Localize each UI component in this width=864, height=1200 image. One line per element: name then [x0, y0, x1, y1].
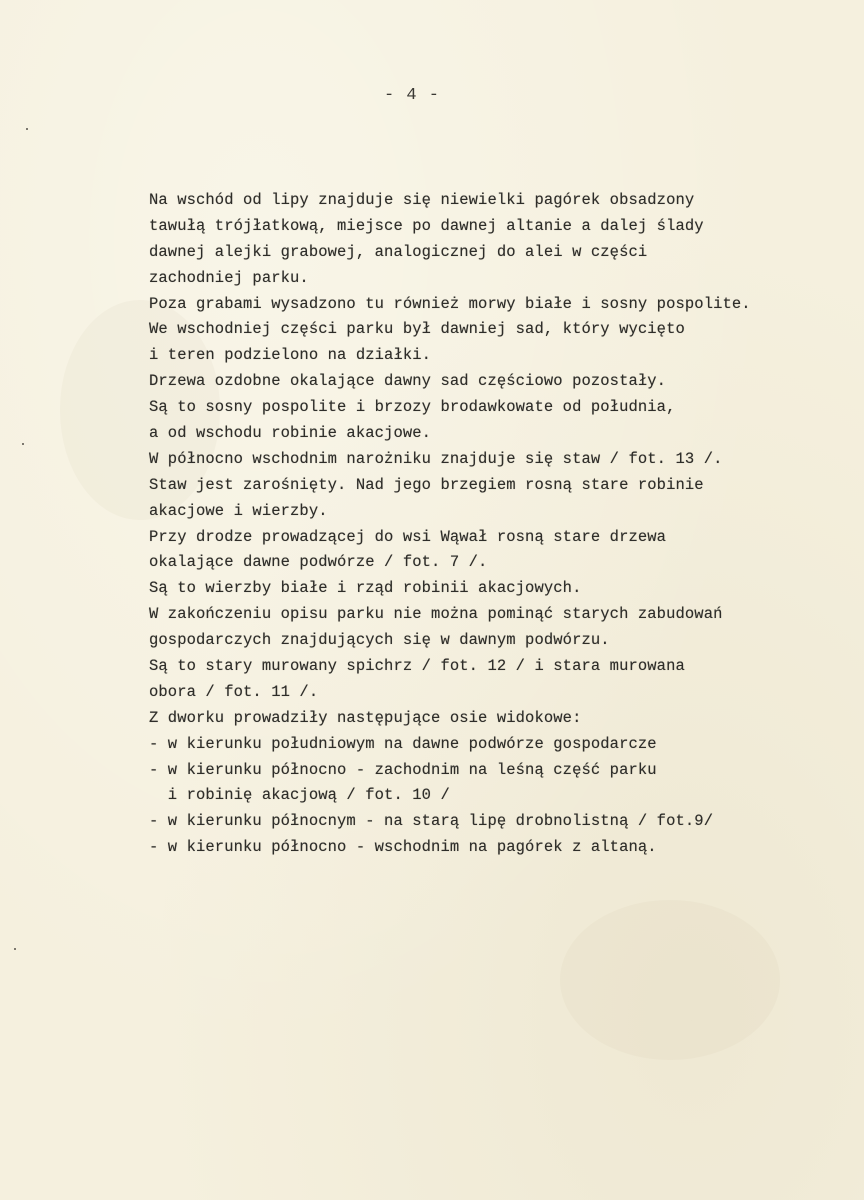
list-item: - w kierunku północnym - na starą lipę drobnolistną / fot.9/	[149, 812, 714, 831]
list-item: - w kierunku północno - zachodnim na leśną część parku	[149, 760, 657, 779]
text-line: Staw jest zarośnięty. Nad jego brzegiem rosną stare robinie	[149, 475, 704, 494]
text-line: obora / fot. 11 /.	[149, 682, 319, 701]
text-line: gospodarczych znajdujących się w dawnym podwórzu.	[149, 631, 610, 650]
margin-mark	[22, 443, 24, 445]
text-line: Drzewa ozdobne okalające dawny sad częściowo pozostały.	[149, 372, 667, 391]
text-line: a od wschodu robinie akacjowe.	[149, 424, 432, 443]
text-line: Poza grabami wysadzono tu również morwy białe i sosny pospolite.	[149, 294, 751, 313]
paper-stain	[560, 900, 780, 1060]
text-line: Są to wierzby białe i rząd robinii akacjowych.	[149, 579, 582, 598]
list-item: - w kierunku północno - wschodnim na pagórek z altaną.	[149, 838, 657, 857]
text-line: okalające dawne podwórze / fot. 7 /.	[149, 553, 488, 572]
text-line: Są to stary murowany spichrz / fot. 12 / i stara murowana	[149, 657, 685, 676]
typed-text-body	[149, 188, 849, 861]
text-line: Są to sosny pospolite i brzozy brodawkowate od południa,	[149, 398, 676, 417]
margin-mark	[26, 128, 28, 130]
text-line: dawnej alejki grabowej, analogicznej do alei w części	[149, 242, 648, 261]
list-item-continuation: i robinię akacjową / fot. 10 /	[149, 786, 450, 805]
page-number: - 4 -	[384, 86, 441, 105]
text-line: Przy drodze prowadzącej do wsi Wąwał rosną stare drzewa	[149, 527, 667, 546]
text-line: i teren podzielono na działki.	[149, 346, 432, 365]
text-line: akacjowe i wierzby.	[149, 501, 328, 520]
text-line: Z dworku prowadziły następujące osie widokowe:	[149, 708, 582, 727]
list-item: - w kierunku południowym na dawne podwórze gospodarcze	[149, 734, 657, 753]
text-line: W północno wschodnim narożniku znajduje się staw / fot. 13 /.	[149, 449, 723, 468]
margin-mark	[14, 948, 16, 950]
text-line: Na wschód od lipy znajduje się niewielki pagórek obsadzony	[149, 191, 695, 209]
text-line: W zakończeniu opisu parku nie można pominąć starych zabudowań	[149, 605, 723, 624]
text-line: We wschodniej części parku był dawniej sad, który wycięto	[149, 320, 685, 339]
text-line: tawułą trójłatkową, miejsce po dawnej altanie a dalej ślady	[149, 216, 704, 235]
text-line: zachodniej parku.	[149, 268, 309, 287]
